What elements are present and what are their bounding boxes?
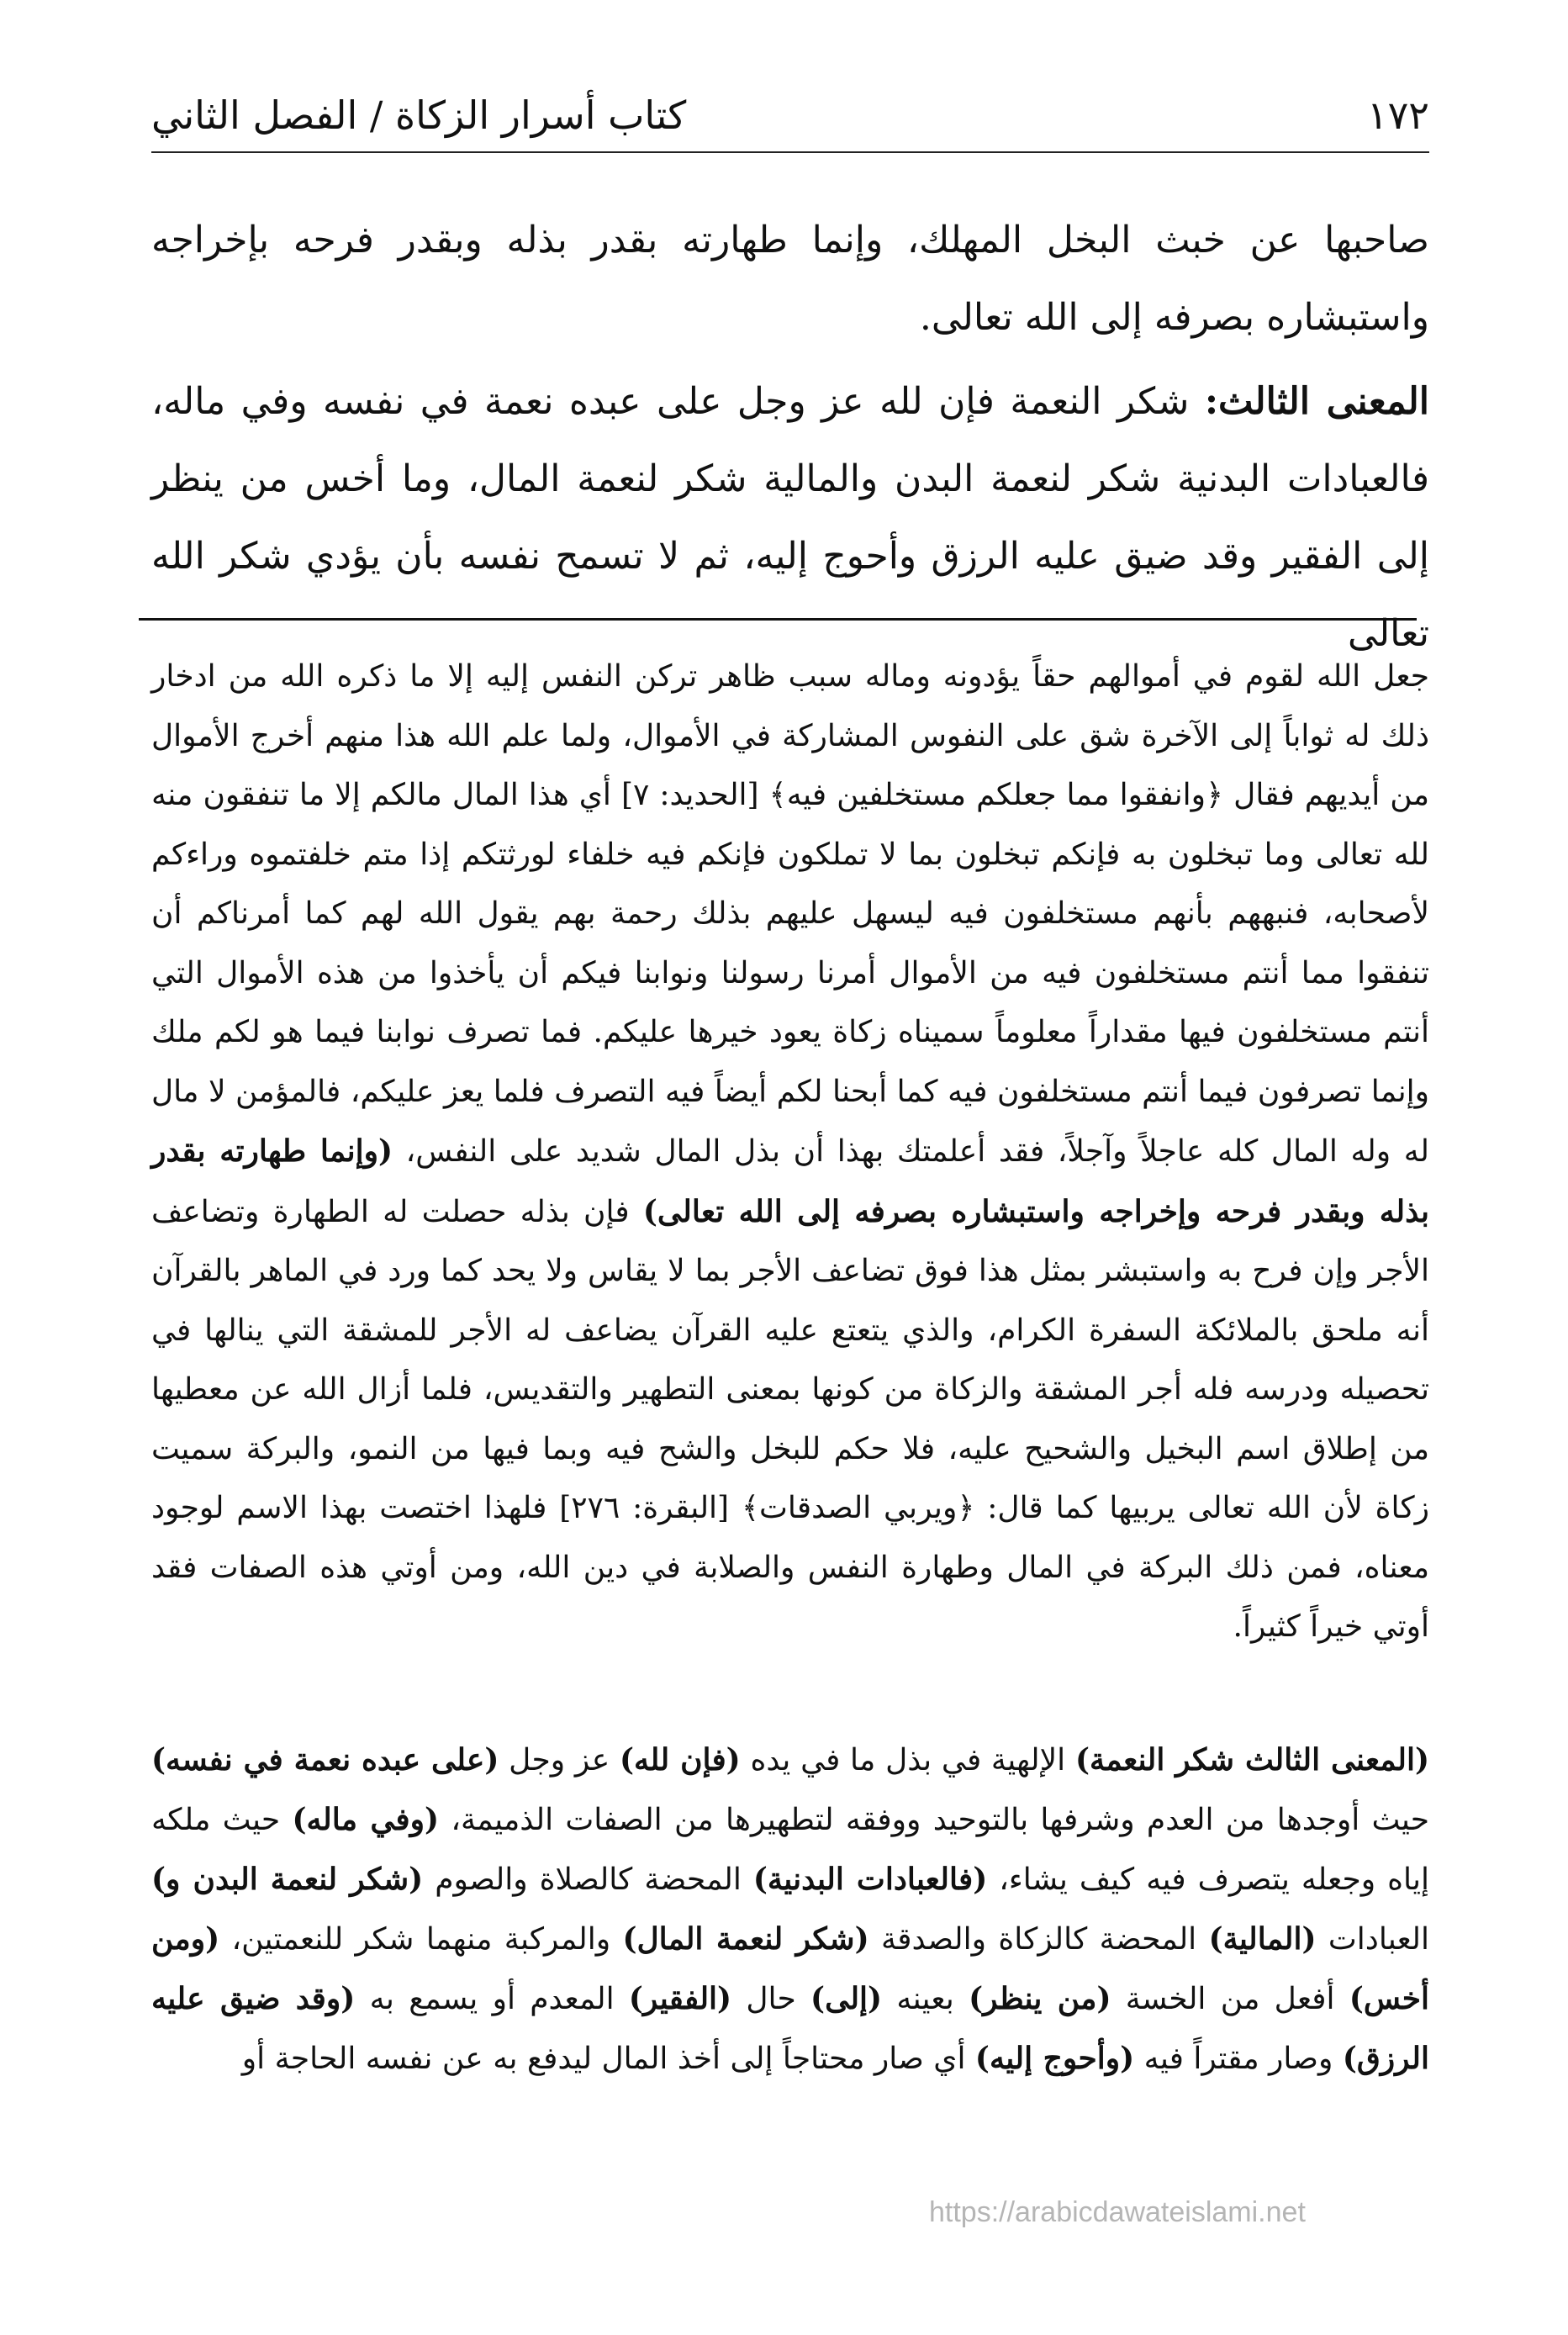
quoted-phrase: (وفي ماله) [292,1802,440,1837]
main-paragraph-text: شكر النعمة فإن لله عز وجل على عبده نعمة في نفسه وفي ماله، فالعبادات البدنية شكر لنعمة البدن والمالية شكر لنعمة المال، وما أخس من ينظر إلى الفقير وقد ضيق عليه الرزق وأحوج إليه، ثم لا تسمح نفسه بأن يؤدي شكر الله تعالى [151,380,1429,655]
commentary-text: أفعل من الخسة [1111,1982,1349,2016]
quoted-phrase: (شكر لنعمة البدن و) [151,1862,424,1897]
quoted-phrase: (وقد ضيق عليه الرزق) [151,1981,1429,2076]
quoted-phrase: (المعنى الثالث شكر النعمة) [1074,1742,1429,1778]
quoted-phrase: (وأحوج إليه) [974,2041,1135,2076]
commentary-text: حال [731,1982,811,2016]
footnote-text: جعل الله لقوم في أموالهم حقاً يؤدونه وماله سبب ظاهر تركن النفس إليه إلا ما ذكره الله من ادخار ذلك له ثواباً إلى الآخرة شق على النفوس المشاركة في الأموال، ولما علم الله هذا منهم أخرج الأموال من أيديهم فقال ﴿وانفقوا مما جعلكم مستخلفين فيه﴾ [الحديد: ٧] أي هذا المال مالكم إلا ما تنفقون منه لله تعالى وما تبخلون به فإنكم تبخلون بما لا تملكون فإنكم فيه خلفاء لورثتكم إذا متم خلفتموه وراءكم لأصحابه، فنبههم بأنهم مستخلفون فيه ليسهل عليهم بذلك رحمة بهم يقول الله لهم كما أمرناكم أن تنفقوا مما أنتم مستخلفون فيه من الأموال أمرنا رسولنا ونوابنا فيكم أن يأخذوا من هذه الأموال التي أنتم مستخلفون فيها مقداراً معلوماً سميناه زكاة يعود خيرها عليكم. فما تصرف نوابنا فيما هو لكم ملك وإنما تصرفون فيما أنتم مستخلفون فيه كما أبحنا لكم أيضاً فيه التصرف فلما يعز عليكم، فالمؤمن لا مال له وله المال كله عاجلاً وآجلاً، فقد أعلمتك بهذا أن بذل المال شديد على النفس، [151,659,1429,1169]
quoted-phrase: (فإن لله) [619,1742,741,1778]
commentary-text: عز وجل [499,1743,620,1778]
main-text [151,202,1429,673]
commentary-text: العبادات [1316,1922,1429,1957]
quoted-phrase: (شكر لنعمة المال) [622,1921,869,1957]
commentary-paragraph [151,1730,1429,2089]
commentary-text: والمركبة منهما شكر للنعمتين، [219,1922,623,1957]
page-header [151,84,1429,153]
commentary-text: وصار مقتراً فيه [1134,2042,1343,2076]
page-number: ١٧٢ [1366,92,1429,138]
footnote-quoted-text: (وإنما طهارته بقدر بذله وبقدر فرحه وإخراجه واستبشاره بصرفه إلى الله تعالى) [151,1133,1429,1229]
commentary-text: حيث أوجدها من العدم وشرفها بالتوحيد ووفقه لتطهيرها من الصفات الذميمة، [439,1803,1429,1837]
main-paragraph-text: صاحبها عن خبث البخل المهلك، وإنما طهارته بقدر بذله وبقدر فرحه بإخراجه واستبشاره بصرفه إلى الله تعالى. [151,219,1429,339]
footnote-divider [139,618,1417,621]
commentary [151,1730,1429,2089]
quoted-phrase: (ومن أخس) [151,1921,1429,2016]
quoted-phrase: (فالعبادات البدنية) [752,1862,988,1897]
quoted-phrase: (من ينظر) [969,1981,1111,2016]
watermark-url: https://arabicdawateislami.net [929,2196,1306,2228]
commentary-text: المعدم أو يسمع به [355,1982,629,2016]
quoted-phrase: (الفقير) [628,1981,732,2016]
quoted-phrase: (إلى) [810,1981,883,2016]
footnote-paragraph [151,647,1429,1657]
main-paragraph [151,363,1429,673]
commentary-text: حيث ملكه إياه وجعله يتصرف فيه كيف يشاء، [151,1803,1429,1897]
commentary-text: الإلهية في بذل ما في يده [740,1743,1075,1778]
commentary-text: أي صار محتاجاً إلى أخذ المال ليدفع به عن نفسه الحاجة أو [241,2042,975,2076]
main-paragraph [151,202,1429,357]
quoted-phrase: (على عبده نعمة في نفسه) [151,1742,499,1778]
footnote-text: فإن بذله حصلت له الطهارة وتضاعف الأجر وإن فرح به واستبشر بمثل هذا فوق تضاعف الأجر بما لا يقاس ولا يحد كما ورد في الماهر بالقرآن أنه ملحق بالملائكة السفرة الكرام، والذي يتعتع عليه القرآن يضاعف له الأجر للمشقة التي ينالها في تحصيله ودرسه فله أجر المشقة والزكاة من كونها بمعنى التطهير والتقديس، فلما أزال الله عن معطيها من إطلاق اسم البخيل والشحيح عليه، فلا حكم للبخل والشح فيه وبما فيها من النمو، والبركة سميت زكاة لأن الله تعالى يربيها كما قال: ﴿ويربي الصدقات﴾ [البقرة: ٢٧٦] فلهذا اختصت بهذا الاسم لوجود معناه، فمن ذلك البركة في المال وطهارة النفس والصلابة في دين الله، ومن أوتي هذه الصفات فقد أوتي خيراً كثيراً. [151,1194,1429,1644]
commentary-text: المحضة كالصلاة والصوم [423,1862,753,1897]
footnotes [151,647,1429,1657]
running-title: كتاب أسرار الزكاة / الفصل الثاني [151,92,687,138]
commentary-text: المحضة كالزكاة والصدقة [868,1922,1209,1957]
section-lead-label: المعنى الثالث: [1204,380,1429,423]
quoted-phrase: (المالية) [1208,1921,1317,1957]
commentary-text: بعينه [882,1982,969,2016]
